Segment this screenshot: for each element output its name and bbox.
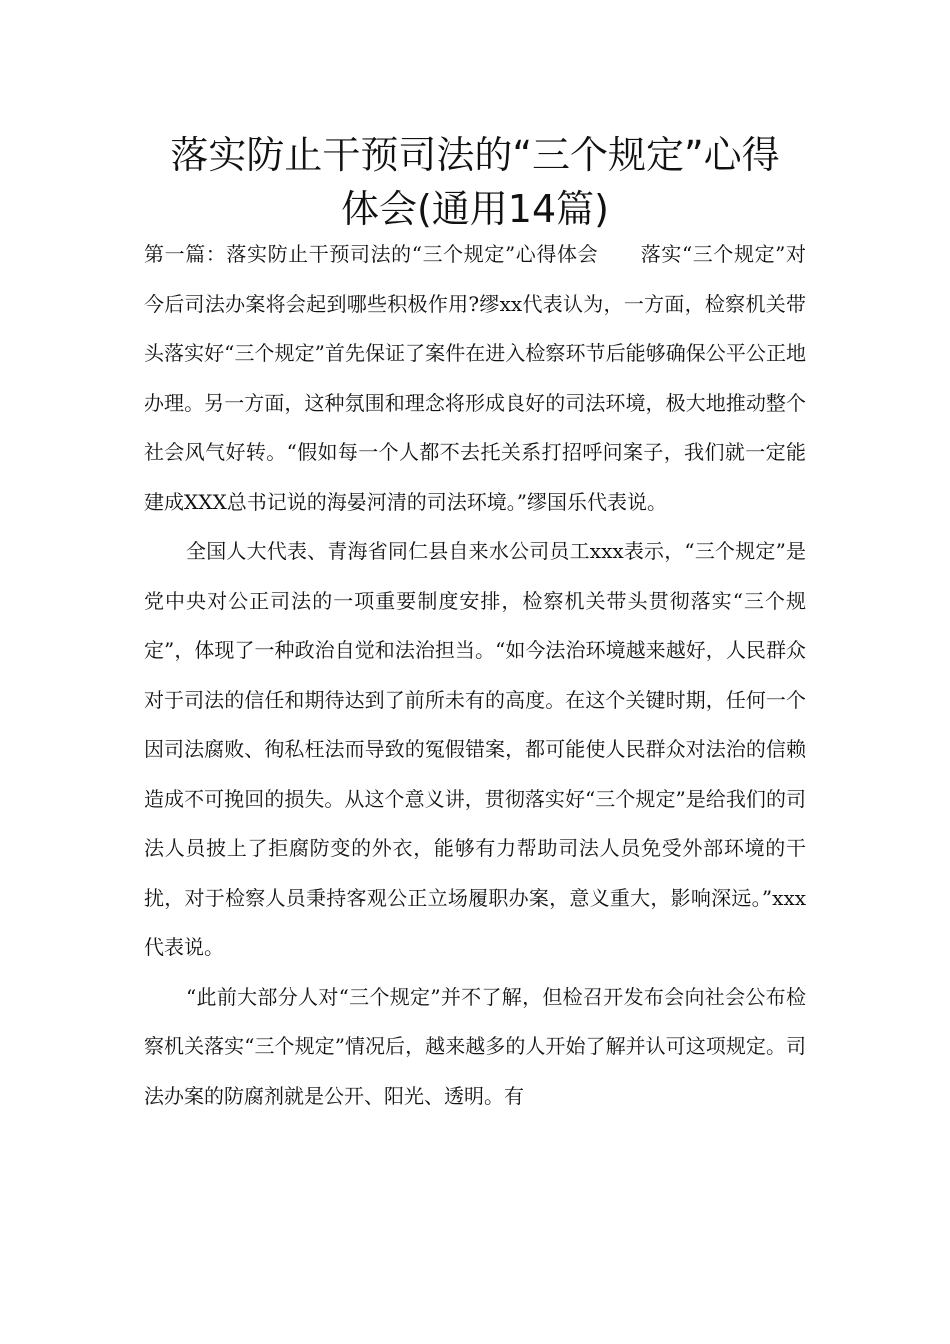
paragraph-1 (144, 230, 806, 527)
document-title (120, 128, 830, 236)
paragraph-1-text: 落实“三个规定”对今后司法办案将会起到哪些积极作用?缪xx代表认为，一方面，检察机关带头落实好“三个规定”首先保证了案件在进入检察环节后能够确保公平公正地办理。另一方面，这种氛围和理念将形成良好的司法环境，极大地推动整个社会风气好转。“假如每一个人都不去托关系打招呼问案子，我们就一定能建成XXX总书记说的海晏河清的司法环境。”缪国乐代表说。 (144, 242, 807, 514)
title-line-2: 体会(通用14篇) (340, 187, 609, 231)
paragraph-2: 全国人大代表、青海省同仁县自来水公司员工xxx表示，“三个规定”是党中央对公正司法的一项重要制度安排，检察机关带头贯彻落实“三个规定”，体现了一种政治自觉和法治担当。“如今法治环境越来越好，人民群众对于司法的信任和期待达到了前所未有的高度。在这个关键时期，任何一个因司法腐败、徇私枉法而导致的冤假错案，都可能使人民群众对法治的信赖造成不可挽回的损失。从这个意义讲，贯彻落实好“三个规定”是给我们的司法人员披上了拒腐防变的外衣，能够有力帮助司法人员免受外部环境的干扰，对于检察人员秉持客观公正立场履职办案，意义重大，影响深远。”xxx代表说。 (144, 539, 806, 959)
title-line-1: 落实防止干预司法的“三个规定”心得 (170, 133, 780, 177)
document-body (144, 230, 806, 1121)
paragraph-3: “此前大部分人对“三个规定”并不了解，但检召开发布会向社会公布检察机关落实“三个规定”情况后，越来越多的人开始了解并认可这项规定。司法办案的防腐剂就是公开、阳光、透明。有 (144, 984, 806, 1108)
section-heading: 第一篇：落实防止干预司法的“三个规定”心得体会 (144, 242, 599, 266)
